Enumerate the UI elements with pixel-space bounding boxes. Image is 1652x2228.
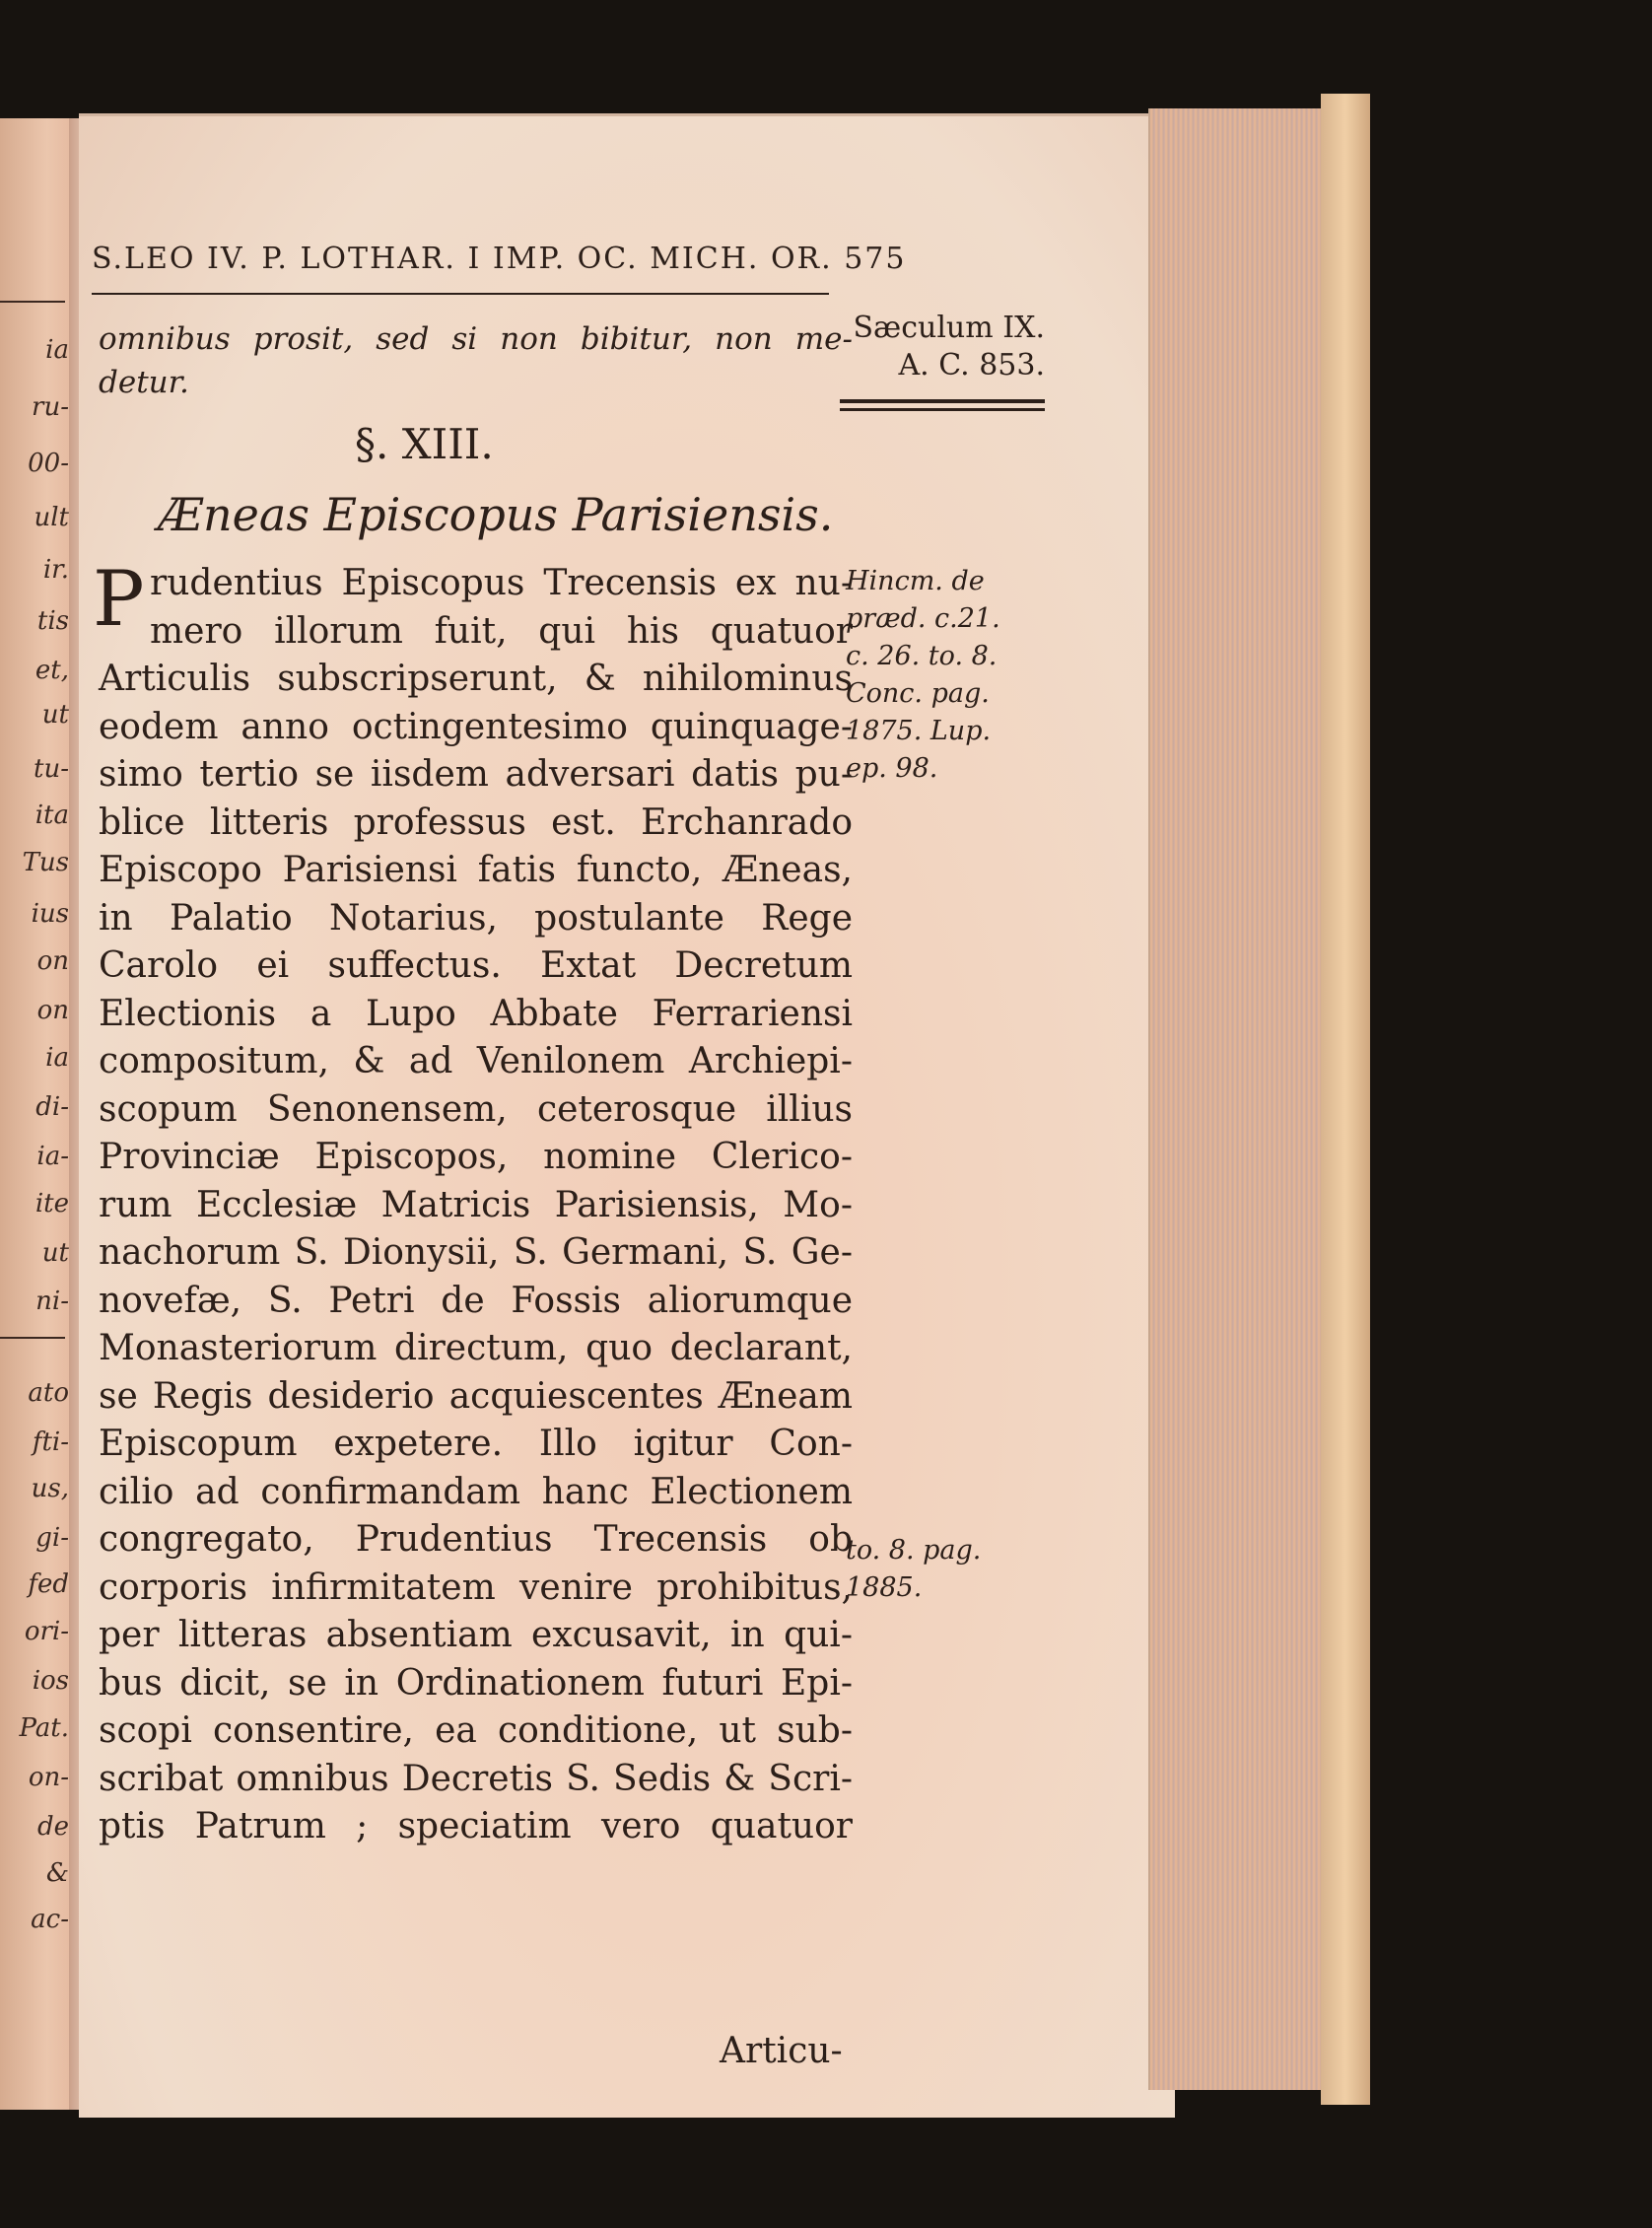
- facing-page-fragment: ia: [45, 1043, 69, 1073]
- facing-page-fragment: ru-: [32, 392, 69, 422]
- margin-note-line: 1885.: [846, 1572, 923, 1603]
- era-rule: [840, 399, 1045, 403]
- margin-note-line: præd. c.21.: [846, 603, 1000, 634]
- body-line: cilio ad confirmandam hanc Electionem: [99, 1471, 853, 1512]
- facing-page-fragment: &: [45, 1858, 69, 1888]
- body-line: rudentius Episcopus Trecensis ex nu-: [150, 563, 853, 603]
- body-line: mero illorum fuit, qui his quatuor: [150, 610, 853, 652]
- body-line: Episcopum expetere. Illo igitur Con-: [99, 1424, 853, 1464]
- margin-era-label: [836, 310, 1045, 384]
- running-head: S.LEO IV. P. LOTHAR. I IMP. OC. MICH. OR. 575: [92, 242, 907, 276]
- facing-page-fragment: fed: [28, 1569, 69, 1599]
- body-line: rum Ecclesiæ Matricis Parisiensis, Mo-: [99, 1184, 853, 1225]
- facing-page-fragment: et,: [34, 656, 69, 685]
- book-cover-edge: [1321, 94, 1370, 2105]
- facing-page-fragment: on-: [28, 1763, 69, 1792]
- body-line: nachorum S. Dionysii, S. Germani, S. Ge-: [99, 1232, 853, 1273]
- body-line: Articulis subscripserunt, & nihilominus: [99, 659, 853, 699]
- facing-page-fragment: ori-: [24, 1617, 69, 1646]
- facing-page-fragment: ut: [41, 1238, 69, 1268]
- era-century: Sæculum IX.: [853, 311, 1045, 345]
- facing-page-fragment: di-: [35, 1092, 69, 1122]
- margin-note-line: to. 8. pag.: [846, 1535, 982, 1566]
- facing-page-fragment: Tus: [22, 848, 69, 877]
- facing-page-fragment: Pat.: [19, 1713, 69, 1743]
- facing-page-fragment: tu-: [34, 754, 69, 784]
- intro-line: detur.: [99, 365, 189, 400]
- margin-note-line: Hincm. de: [846, 566, 985, 596]
- body-line: simo tertio se iisdem adversari datis pu-: [99, 754, 853, 795]
- facing-page-fragment: gi-: [35, 1523, 69, 1553]
- body-line: scribat omnibus Decretis S. Sedis & Scri-: [99, 1758, 853, 1799]
- body-line: bus dicit, se in Ordinationem futuri Epi-: [99, 1662, 853, 1704]
- margin-note-line: 1875. Lup.: [846, 716, 992, 746]
- facing-page-fragment: ia-: [36, 1142, 69, 1171]
- body-line: novefæ, S. Petri de Fossis aliorumque: [99, 1280, 853, 1321]
- body-line: blice litteris professus est. Erchanrado: [99, 801, 853, 843]
- body-line: Carolo ei suffectus. Extat Decretum: [99, 945, 853, 986]
- body-line: Provinciæ Episcopos, nomine Clerico-: [99, 1137, 853, 1177]
- facing-page-fragment: ir.: [42, 555, 69, 585]
- facing-page-fragment: ac-: [31, 1905, 69, 1934]
- facing-page-fragment: on: [36, 946, 69, 976]
- facing-page-fragment: 00-: [28, 449, 69, 478]
- body-line: per litteras absentiam excusavit, in qui-: [99, 1615, 853, 1655]
- facing-page-fragment: ia: [45, 335, 69, 365]
- body-line: ptis Patrum ; speciatim vero quatuor: [99, 1806, 853, 1846]
- facing-page-fragment: ult: [34, 503, 69, 532]
- running-head-rule: [92, 293, 829, 295]
- facing-page-fragment: tis: [36, 606, 69, 636]
- margin-note-line: c. 26. to. 8.: [846, 641, 998, 671]
- body-line: Monasteriorum directum, quo declarant,: [99, 1328, 853, 1368]
- page-edges: [1148, 108, 1342, 2090]
- catchword: Articu-: [720, 2031, 843, 2071]
- body-line: scopi consentire, ea conditione, ut sub-: [99, 1710, 853, 1751]
- body-line: eodem anno octingentesimo quinquage-: [99, 706, 853, 747]
- body-line: se Regis desiderio acquiescentes Æneam: [99, 1375, 853, 1417]
- facing-page-fragment: us,: [31, 1474, 69, 1503]
- facing-page-fragment: ite: [34, 1189, 69, 1218]
- body-line: in Palatio Notarius, postulante Rege: [99, 897, 853, 939]
- body-line: congregato, Prudentius Trecensis ob: [99, 1519, 853, 1560]
- body-line: scopum Senonensem, ceterosque illius: [99, 1088, 853, 1130]
- facing-page-fragment: ato: [28, 1378, 69, 1408]
- body-line: Episcopo Parisiensi fatis functo, Æneas,: [99, 850, 853, 890]
- drop-capital: P: [93, 555, 145, 644]
- body-line: corporis infirmitatem venire prohibitus,: [99, 1567, 853, 1608]
- margin-note-line: ep. 98.: [846, 753, 938, 784]
- section-title: Æneas Episcopus Parisiensis.: [158, 488, 834, 541]
- facing-page-fragment: ut: [41, 700, 69, 730]
- facing-page-fragment: on: [36, 996, 69, 1025]
- facing-page-fragment: de: [36, 1812, 69, 1842]
- facing-page-rule: [0, 301, 65, 303]
- facing-page-fragment: ni-: [35, 1287, 69, 1316]
- section-number: §. XIII.: [355, 420, 494, 468]
- body-line: Electionis a Lupo Abbate Ferrariensi: [99, 993, 853, 1034]
- margin-note-line: Conc. pag.: [846, 678, 990, 709]
- facing-page-fragment: ius: [31, 899, 69, 929]
- era-rule: [840, 408, 1045, 411]
- era-year: A. C. 853.: [898, 348, 1045, 383]
- facing-page-rule: [0, 1337, 65, 1339]
- facing-page-fragment: ios: [32, 1666, 69, 1696]
- intro-line: omnibus prosit, sed si non bibitur, non me-: [99, 321, 853, 357]
- facing-page-fragment: fti-: [32, 1427, 69, 1457]
- body-line: compositum, & ad Venilonem Archiepi-: [99, 1041, 853, 1081]
- facing-page-fragment: ita: [34, 801, 69, 830]
